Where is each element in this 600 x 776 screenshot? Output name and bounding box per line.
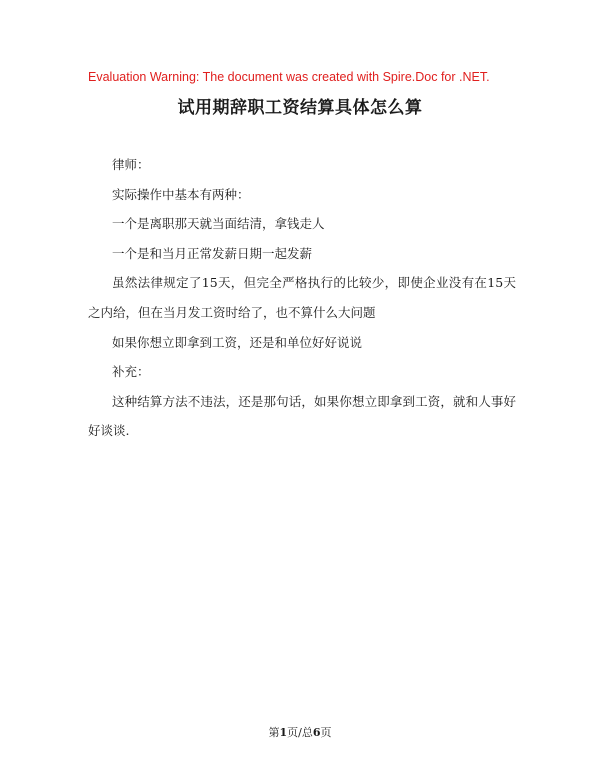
paragraph-supplement: 这种结算方法不违法，还是那句话，如果你想立即拿到工资，就和人事好好谈谈. <box>88 393 516 439</box>
footer-prefix: 第 <box>268 726 280 739</box>
footer-middle: 页/总 <box>287 726 313 739</box>
footer-current-page: 1 <box>279 726 288 739</box>
paragraph-lawyer-label: 律师： <box>112 157 150 172</box>
evaluation-warning: Evaluation Warning: The document was created with Spire.Doc for .NET. <box>88 70 490 84</box>
page-footer <box>0 724 600 740</box>
paragraph-option-1: 一个是离职那天就当面结清，拿钱走人 <box>112 216 325 232</box>
document-title: 试用期辞职工资结算具体怎么算 <box>177 98 423 118</box>
footer-suffix: 页 <box>320 726 332 739</box>
paragraph-law-note: 虽然法律规定了15天，但完全严格执行的比较少，即使企业没有在15天之内给，但在当月发工资时给了，也不算什么大问题 <box>88 275 516 320</box>
document-body <box>88 150 516 446</box>
paragraph-intro: 实际操作中基本有两种： <box>112 186 250 202</box>
footer-total-pages: 6 <box>312 726 321 739</box>
paragraph-advice: 如果你想立即拿到工资，还是和单位好好说说 <box>112 334 363 350</box>
paragraph-supplement-label: 补充： <box>112 364 150 380</box>
paragraph-option-2: 一个是和当月正常发薪日期一起发薪 <box>112 245 313 261</box>
